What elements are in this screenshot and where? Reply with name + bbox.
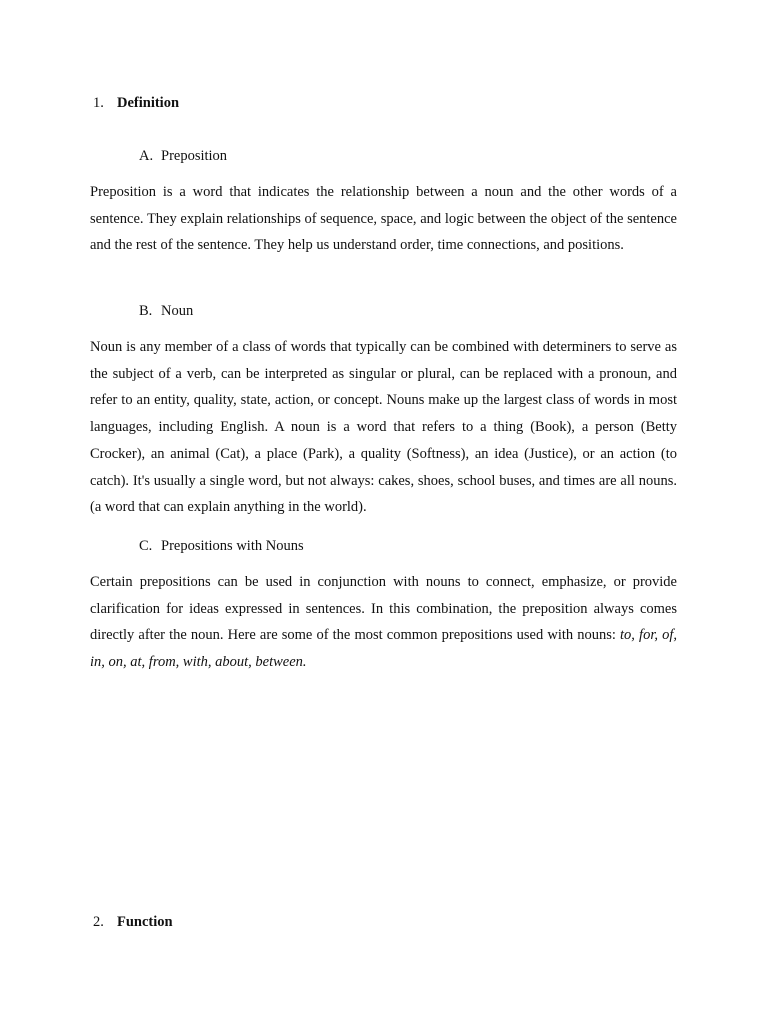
preposition-list: to, for, of, in, on, at, from, with, about, between. — [90, 627, 678, 671]
paragraph-noun: Noun is any member of a class of words that typically can be combined with determiners to serve as the subject of a verb, can be interpreted as singular or plural, can be replaced with a pronoun, and refer to an entity, quality, state, action, or concept. Nouns make up the largest class of words in most languages, including English. A noun is a word that refers to a thing (Book), a person (Betty Crocker), an animal (Cat), a place (Park), a quality (Softness), an idea (Justice), or an action (to catch). It's usually a single word, but not always: cakes, shoes, school buses, and times are all nouns. (a word that can explain anything in the world). — [90, 339, 677, 516]
subsection-title: Prepositions with Nouns — [161, 538, 304, 554]
paragraph-preposition: Preposition is a word that indicates the relationship between a noun and the other words of a sentence. They explain relationships of sequence, space, and logic between the object of the sentence and the rest of the sentence. They help us understand order, time connections, and positions. — [90, 184, 677, 254]
subsection-letter: B. — [139, 303, 153, 319]
section-number: 1. — [93, 95, 104, 111]
subsection-letter: A. — [139, 148, 154, 164]
subsection-letter: C. — [139, 538, 153, 554]
section-number: 2. — [93, 914, 104, 930]
subsection-heading-prepositions-with-nouns — [139, 536, 304, 556]
subsection-title: Preposition — [161, 148, 228, 164]
section-title: Definition — [117, 95, 180, 111]
subsection-heading-preposition — [139, 146, 227, 166]
paragraph-text: Certain prepositions can be used in conjunction with nouns to connect, emphasize, or provide clarification for ideas expressed in sentences. In this combination, the preposition always comes directly after the noun. Here are some of the most common prepositions used with nouns: — [90, 574, 677, 644]
subsection-heading-noun — [139, 301, 193, 321]
subsection-title: Noun — [161, 303, 194, 319]
section-heading-function — [93, 912, 173, 932]
section-heading-definition — [93, 93, 179, 113]
paragraph-prepositions-with-nouns — [90, 569, 677, 676]
section-title: Function — [117, 914, 173, 930]
